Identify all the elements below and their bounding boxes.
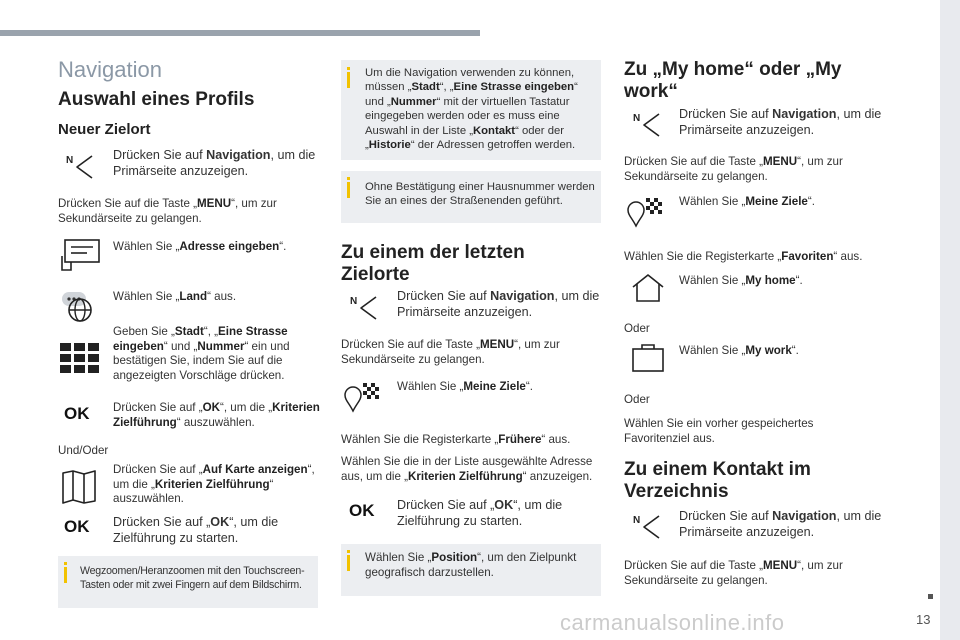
col3-heading: Zu „My home“ oder „My work“ (624, 59, 842, 102)
svg-text:N: N (633, 515, 641, 526)
col3-oder-2: Oder (624, 393, 650, 406)
col3-para4: Drücken Sie auf die Taste „MENU“, um zur Sekundärseite zu gelangen. (624, 559, 843, 587)
col1-step1: Drücken Sie auf Navigation, um die Primärseite anzuzeigen. (113, 148, 316, 178)
briefcase-icon (631, 343, 665, 373)
col3-step4: Wählen Sie „My work“. (679, 344, 799, 357)
col3-step2: Wählen Sie „Meine Ziele“. (679, 195, 815, 208)
col1-heading: Auswahl eines Profils (58, 89, 255, 110)
col3-step1: Drücken Sie auf Navigation, um die Primärseite anzuzeigen. (679, 107, 882, 137)
col1-subheading: Neuer Zielort (58, 121, 151, 138)
col1-step5: Drücken Sie auf „OK“, um die „Kriterien Zielführung“ auszuwählen. (113, 401, 320, 429)
col2-heading: Zu einem der letzten Zielorte (341, 242, 525, 285)
info-icon (347, 182, 350, 198)
col3-para1: Drücken Sie auf die Taste „MENU“, um zur Sekundärseite zu gelangen. (624, 155, 843, 183)
svg-text:N: N (66, 155, 74, 166)
col2-para2: Wählen Sie die Registerkarte „Frühere“ aus. (341, 433, 571, 446)
col1-para1: Drücken Sie auf die Taste „MENU“, um zur Sekundärseite zu gelangen. (58, 197, 277, 225)
ok-icon: OK (64, 517, 90, 536)
destinations-icon (343, 381, 381, 415)
col1-note: Wegzoomen/Heranzoomen mit den Touchscreen-Tasten oder mit zwei Fingern auf dem Bildschirm. (58, 556, 318, 608)
svg-text:N: N (350, 296, 358, 307)
svg-text:N: N (633, 113, 641, 124)
col3-para2: Wählen Sie die Registerkarte „Favoriten“ aus. (624, 250, 863, 263)
col3-step5: Drücken Sie auf Navigation, um die Primärseite anzuzeigen. (679, 509, 882, 539)
navigation-icon (633, 110, 661, 138)
ok-icon: OK (349, 501, 375, 520)
page-edge-bar (940, 0, 960, 640)
col2-note1: Um die Navigation verwenden zu können, müssen „Stadt“, „Eine Strasse eingeben“ und „Nummer“ mit der virtuellen Tastatur eingegeben werden oder es muss eine Auswahl in der Liste „Kontakt“ oder der „Historie“ der Adressen getroffen werden. (341, 60, 601, 160)
col2-step2: Wählen Sie „Meine Ziele“. (397, 380, 533, 393)
col1-step6: Drücken Sie auf „Auf Karte anzeigen“, um die „Kriterien Zielführung“ auszuwählen. (113, 463, 315, 505)
col1-step4: Geben Sie „Stadt“, „Eine Strasse eingeben“ und „Nummer“ ein und bestätigen Sie, indem Sie auf die angezeigten Vorschläge drücken. (113, 325, 290, 382)
col2-step1: Drücken Sie auf Navigation, um die Primärseite anzuzeigen. (397, 289, 600, 319)
country-icon (60, 288, 96, 324)
col3-para3: Wählen Sie ein vorher gespeichertes Favoritenziel aus. (624, 417, 814, 445)
col1-step3: Wählen Sie „Land“ aus. (113, 290, 237, 303)
page-marker (928, 594, 933, 599)
home-icon (631, 273, 665, 303)
navigation-icon (66, 152, 94, 180)
page-number: 13 (916, 612, 931, 627)
col3-step3: Wählen Sie „My home“. (679, 274, 803, 287)
destinations-icon (626, 196, 664, 230)
col2-step3: Drücken Sie auf „OK“, um die Zielführung zu starten. (397, 498, 563, 528)
address-entry-icon (59, 236, 101, 274)
watermark: carmanualsonline.info (560, 610, 785, 635)
col3-heading-2: Zu einem Kontakt im Verzeichnis (624, 459, 811, 502)
col2-para3: Wählen Sie die in der Liste ausgewählte Adresse aus, um die „Kriterien Zielführung“ anzuzeigen. (341, 455, 593, 483)
map-icon (61, 470, 97, 504)
col1-step2: Wählen Sie „Adresse eingeben“. (113, 240, 287, 253)
info-icon (347, 555, 350, 571)
col1-und-oder: Und/Oder (58, 444, 109, 457)
ok-icon: OK (64, 404, 90, 423)
col2-note3: Wählen Sie „Position“, um den Zielpunkt geografisch darzustellen. (341, 544, 601, 596)
navigation-icon (350, 293, 378, 321)
navigation-icon (633, 512, 661, 540)
info-icon (347, 72, 350, 88)
keypad-icon (60, 343, 100, 373)
col2-para1: Drücken Sie auf die Taste „MENU“, um zur Sekundärseite zu gelangen. (341, 338, 560, 366)
section-title: Navigation (58, 57, 162, 82)
info-icon (64, 567, 67, 583)
top-rule (0, 30, 480, 36)
col3-oder-1: Oder (624, 322, 650, 335)
col2-note2: Ohne Bestätigung einer Hausnummer werden Sie an eines der Straßenenden geführt. (341, 171, 601, 223)
col1-step7: Drücken Sie auf „OK“, um die Zielführung zu starten. (113, 515, 279, 545)
